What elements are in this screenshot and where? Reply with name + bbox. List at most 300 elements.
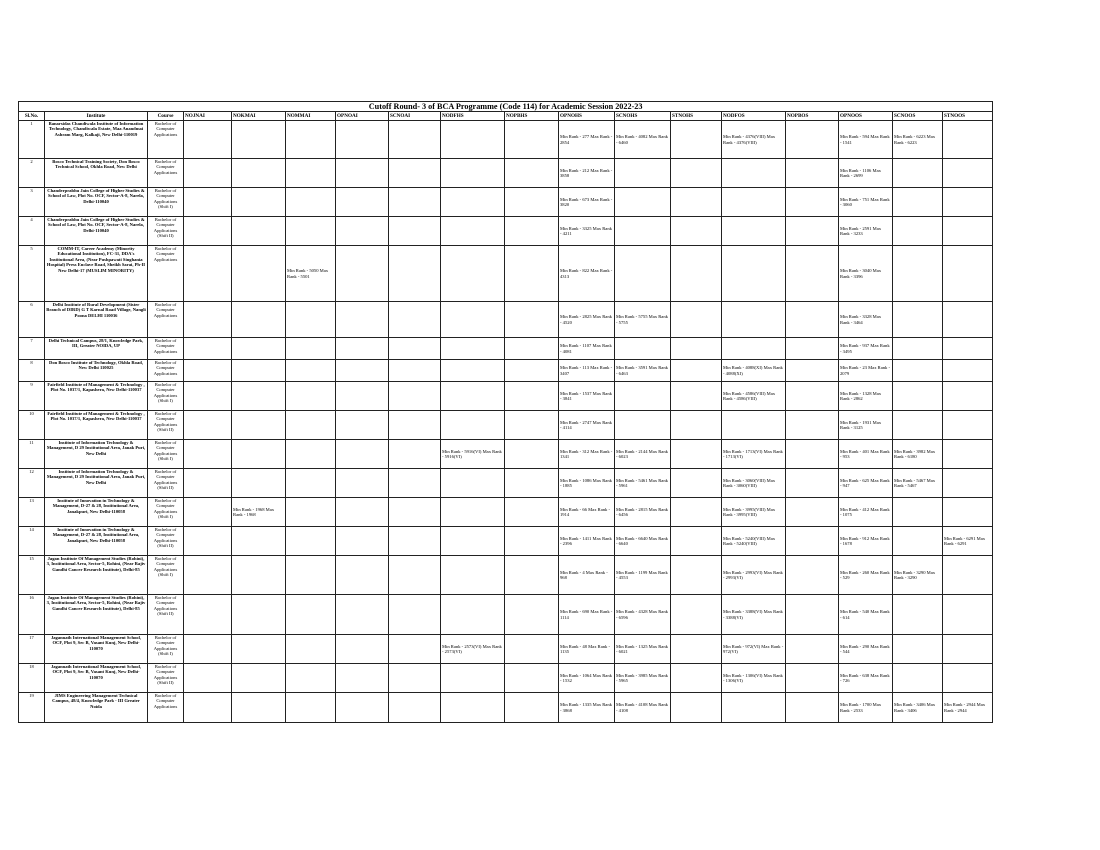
course-cell: Bachelor of Computer Applications (Shift II) [148,595,184,635]
rank-cell-scnohs [615,188,671,217]
course-cell: Bachelor of Computer Applications [148,302,184,338]
serial-number-cell: 13 [19,498,45,527]
serial-number-cell: 1 [19,121,45,159]
course-cell: Bachelor of Computer Applications [148,121,184,159]
rank-cell-opnoai [336,411,389,440]
rank-cell-opnohs: Min Rank - 3325 Max Rank - 4211 [559,217,615,246]
rank-cell-opnoai [336,159,389,188]
column-header-course: Course [148,112,184,121]
table-row [19,498,993,527]
rank-cell-nodfos [722,246,786,302]
rank-cell-nopbos [786,246,839,302]
table-title: Cutoff Round- 3 of BCA Programme (Code 114) for Academic Session 2022-23 [19,102,993,112]
rank-cell-scnoos [893,527,943,556]
rank-cell-nommai [286,635,336,664]
table-row [19,360,993,382]
rank-cell-nommai [286,527,336,556]
rank-cell-nodfos [722,302,786,338]
course-cell: Bachelor of Computer Applications (Shift II) [148,527,184,556]
course-cell: Bachelor of Computer Applications (Shift II) [148,469,184,498]
rank-cell-scnohs [615,159,671,188]
rank-cell-nopbhs [505,159,559,188]
rank-cell-scnohs: Min Rank - 3591 Max Rank - 6463 [615,360,671,382]
rank-cell-opnohs: Min Rank - 1537 Max Rank - 3841 [559,382,615,411]
rank-cell-opnoos: Min Rank - 751 Max Rank - 3060 [839,188,893,217]
rank-cell-nojnai [184,360,232,382]
course-cell: Bachelor of Computer Applications (Shift I) [148,440,184,469]
rank-cell-nokmai [232,411,286,440]
rank-cell-opnoos: Min Rank - 290 Max Rank - 544 [839,635,893,664]
rank-cell-scnohs: Min Rank - 2815 Max Rank - 6456 [615,498,671,527]
rank-cell-stnoos [943,246,993,302]
serial-number-cell: 7 [19,338,45,360]
rank-cell-nommai [286,159,336,188]
rank-cell-nopbhs [505,382,559,411]
rank-cell-nojnai [184,159,232,188]
course-cell: Bachelor of Computer Applications [148,693,184,723]
rank-cell-stnoos [943,664,993,693]
rank-cell-nopbos [786,498,839,527]
rank-cell-opnohs: Min Rank - 4 Max Rank - 968 [559,556,615,595]
rank-cell-scnohs: Min Rank - 5461 Max Rank - 5961 [615,469,671,498]
institute-cell: Bosco Technical Training Society, Don Bosco Technical School, Okhla Road, New Delhi [45,159,148,188]
serial-number-cell: 14 [19,527,45,556]
rank-cell-stnoos [943,595,993,635]
serial-number-cell: 3 [19,188,45,217]
table-row [19,440,993,469]
rank-cell-nojnai [184,382,232,411]
rank-cell-stnoos [943,217,993,246]
rank-cell-stnoos [943,440,993,469]
rank-cell-scnohs: Min Rank - 3985 Max Rank - 5965 [615,664,671,693]
rank-cell-nodfhs [441,693,505,723]
rank-cell-nokmai [232,338,286,360]
rank-cell-stnohs [671,595,722,635]
rank-cell-scnohs [615,217,671,246]
rank-cell-nojnai [184,246,232,302]
course-cell: Bachelor of Computer Applications (Shift II) [148,217,184,246]
rank-cell-nommai [286,382,336,411]
rank-cell-stnoos [943,302,993,338]
institute-cell: Institute of Innovation in Technology & Management, D-27 & 28, Institutional Area, Janakpuri, New Delhi-110058 [45,527,148,556]
cutoff-sheet [18,101,993,723]
rank-cell-nopbos [786,411,839,440]
column-header-sl-no: Sl.No. [19,112,45,121]
rank-cell-scnoai [389,498,441,527]
table-row [19,302,993,338]
rank-cell-opnohs: Min Rank - 277 Max Rank - 2854 [559,121,615,159]
rank-cell-opnoos: Min Rank - 594 Max Rank - 1541 [839,121,893,159]
rank-cell-nokmai [232,595,286,635]
rank-cell-scnoos: Min Rank - 5467 Max Rank - 5467 [893,469,943,498]
rank-cell-opnoai [336,498,389,527]
rank-cell-nokmai [232,556,286,595]
table-row [19,469,993,498]
column-header-nojnai: NOJNAI [184,112,232,121]
rank-cell-scnoai [389,556,441,595]
rank-cell-nojnai [184,556,232,595]
rank-cell-scnoai [389,188,441,217]
rank-cell-nokmai [232,121,286,159]
rank-cell-nopbhs [505,217,559,246]
rank-cell-nopbos [786,556,839,595]
table-row [19,188,993,217]
rank-cell-nokmai [232,246,286,302]
rank-cell-scnohs: Min Rank - 1325 Max Rank - 6021 [615,635,671,664]
rank-cell-scnoai [389,411,441,440]
institute-cell: Institute of Information Technology & Management, D 29 Institutional Area, Janak Puri, New Delhi [45,440,148,469]
rank-cell-nokmai [232,440,286,469]
column-header-opnoos: OPNOOS [839,112,893,121]
rank-cell-opnoos: Min Rank - 3040 Max Rank - 3396 [839,246,893,302]
table-row [19,382,993,411]
rank-cell-nokmai [232,217,286,246]
rank-cell-opnoos: Min Rank - 2591 Max Rank - 3233 [839,217,893,246]
cutoff-table [18,101,993,723]
rank-cell-opnoos: Min Rank - 3328 Max Rank - 3464 [839,302,893,338]
rank-cell-scnohs: Min Rank - 4082 Max Rank - 6460 [615,121,671,159]
rank-cell-nojnai [184,188,232,217]
rank-cell-scnoos: Min Rank - 3982 Max Rank - 6180 [893,440,943,469]
institute-cell: Don Bosco Institute of Technology, Okhla Road, New Delhi 110025 [45,360,148,382]
rank-cell-nojnai [184,469,232,498]
rank-cell-stnoos [943,411,993,440]
rank-cell-opnoai [336,527,389,556]
institute-cell: Chanderprabhu Jain College of Higher Studies & School of Law, Plot No. OCF, Sector-A-8, Narela, Delhi-110040 [45,217,148,246]
course-cell: Bachelor of Computer Applications [148,246,184,302]
rank-cell-scnohs: Min Rank - 4328 Max Rank - 6596 [615,595,671,635]
course-cell: Bachelor of Computer Applications (Shift I) [148,498,184,527]
rank-cell-scnoos [893,159,943,188]
table-row [19,411,993,440]
rank-cell-scnoai [389,246,441,302]
column-header-stnohs: STNOHS [671,112,722,121]
rank-cell-opnoai [336,360,389,382]
rank-cell-nojnai [184,440,232,469]
rank-cell-nommai [286,556,336,595]
column-header-nokmai: NOKMAI [232,112,286,121]
rank-cell-nojnai [184,664,232,693]
table-row [19,664,993,693]
rank-cell-nommai [286,498,336,527]
rank-cell-nopbos [786,217,839,246]
rank-cell-opnoai [336,556,389,595]
rank-cell-scnoai [389,595,441,635]
rank-cell-scnohs: Min Rank - 2144 Max Rank - 6023 [615,440,671,469]
rank-cell-nodfos: Min Rank - 3995(VIII) Max Rank - 3995(VIII) [722,498,786,527]
rank-cell-scnoos [893,595,943,635]
rank-cell-nopbhs [505,360,559,382]
rank-cell-scnoos [893,635,943,664]
institute-cell: Institute of Innovation in Technology & Management, D-27 & 28, Institutional Area, Janakpuri, New Delhi-110058 [45,498,148,527]
serial-number-cell: 11 [19,440,45,469]
rank-cell-scnoai [389,469,441,498]
rank-cell-nopbhs [505,338,559,360]
column-header-scnoos: SCNOOS [893,112,943,121]
rank-cell-nodfhs [441,382,505,411]
rank-cell-opnohs: Min Rank - 2747 Max Rank - 4114 [559,411,615,440]
course-cell: Bachelor of Computer Applications [148,159,184,188]
institute-cell: Fairfield Institute of Management & Technology , Plot No. 1037/1, Kapashera, New Delhi-110037 [45,382,148,411]
rank-cell-nokmai [232,527,286,556]
rank-cell-scnoai [389,217,441,246]
rank-cell-nojnai [184,121,232,159]
rank-cell-nopbhs [505,440,559,469]
rank-cell-stnohs [671,121,722,159]
column-header-stnoos: STNOOS [943,112,993,121]
rank-cell-nodfhs [441,664,505,693]
rank-cell-scnoos [893,338,943,360]
rank-cell-nopbos [786,693,839,723]
rank-cell-nodfhs [441,121,505,159]
rank-cell-opnoos: Min Rank - 638 Max Rank - 726 [839,664,893,693]
rank-cell-opnoos: Min Rank - 1106 Max Rank - 2699 [839,159,893,188]
rank-cell-nokmai [232,635,286,664]
rank-cell-stnohs [671,664,722,693]
table-row [19,121,993,159]
rank-cell-nodfos [722,188,786,217]
rank-cell-stnoos [943,556,993,595]
course-cell: Bachelor of Computer Applications (Shift I) [148,635,184,664]
rank-cell-nodfos [722,217,786,246]
rank-cell-stnohs [671,338,722,360]
rank-cell-stnoos [943,382,993,411]
rank-cell-nodfos [722,338,786,360]
serial-number-cell: 8 [19,360,45,382]
institute-cell: Fairfield Institute of Management & Technology , Plot No. 1037/1, Kapashera, New Delhi-110037 [45,411,148,440]
rank-cell-nodfhs [441,217,505,246]
rank-cell-scnoai [389,302,441,338]
rank-cell-nodfos: Min Rank - 4088(XI) Max Rank - 4088(XI) [722,360,786,382]
serial-number-cell: 19 [19,693,45,723]
rank-cell-nojnai [184,693,232,723]
rank-cell-nommai [286,664,336,693]
institute-cell: JIMS Engineering Management Technical Campus, 48/4, Knowledge Park - III Greater Noida [45,693,148,723]
rank-cell-scnoai [389,360,441,382]
rank-cell-scnoos: Min Rank - 6223 Max Rank - 6223 [893,121,943,159]
rank-cell-scnohs [615,411,671,440]
rank-cell-scnoos [893,382,943,411]
institute-cell: COMM-IT, Career Academy (Minority Educational Institution), FC-31, DDA's Institutional Area, (Near Pushpawati Singhania Hospital) Press Enclave Road, Sheikh Sarai, Ph-II New Delhi-17 (MUSLIM MINORITY) [45,246,148,302]
table-row [19,246,993,302]
column-header-nopbhs: NOPBHS [505,112,559,121]
table-row [19,527,993,556]
serial-number-cell: 15 [19,556,45,595]
rank-cell-nommai [286,440,336,469]
serial-number-cell: 18 [19,664,45,693]
rank-cell-nodfos: Min Rank - 1306(VI) Max Rank - 1306(VI) [722,664,786,693]
serial-number-cell: 12 [19,469,45,498]
rank-cell-nopbos [786,469,839,498]
rank-cell-opnoos: Min Rank - 625 Max Rank - 947 [839,469,893,498]
rank-cell-stnohs [671,411,722,440]
rank-cell-opnohs: Min Rank - 1064 Max Rank - 1532 [559,664,615,693]
rank-cell-scnoos [893,498,943,527]
rank-cell-nopbhs [505,246,559,302]
rank-cell-opnoai [336,188,389,217]
rank-cell-nopbos [786,664,839,693]
rank-cell-opnoai [336,382,389,411]
rank-cell-opnohs: Min Rank - 113 Max Rank - 3407 [559,360,615,382]
rank-cell-nodfhs [441,360,505,382]
rank-cell-nodfhs: Min Rank - 2573(VI) Max Rank - 2573(VI) [441,635,505,664]
rank-cell-nopbos [786,188,839,217]
rank-cell-nommai [286,188,336,217]
course-cell: Bachelor of Computer Applications [148,360,184,382]
rank-cell-nokmai [232,382,286,411]
serial-number-cell: 4 [19,217,45,246]
rank-cell-nojnai [184,635,232,664]
rank-cell-scnoos [893,302,943,338]
rank-cell-nokmai [232,159,286,188]
rank-cell-nommai: Min Rank - 5050 Max Rank - 5501 [286,246,336,302]
rank-cell-scnohs [615,338,671,360]
serial-number-cell: 9 [19,382,45,411]
rank-cell-nopbos [786,360,839,382]
rank-cell-nopbos [786,159,839,188]
rank-cell-stnohs [671,188,722,217]
rank-cell-nodfhs [441,188,505,217]
rank-cell-nodfhs [441,556,505,595]
rank-cell-nojnai [184,302,232,338]
rank-cell-nodfhs [441,246,505,302]
rank-cell-opnoos: Min Rank - 912 Max Rank - 1678 [839,527,893,556]
rank-cell-scnohs: Min Rank - 5755 Max Rank - 5755 [615,302,671,338]
rank-cell-opnoos: Min Rank - 1931 Max Rank - 3125 [839,411,893,440]
rank-cell-scnohs [615,382,671,411]
rank-cell-nokmai [232,469,286,498]
rank-cell-scnoai [389,338,441,360]
course-cell: Bachelor of Computer Applications (Shift II) [148,411,184,440]
rank-cell-nodfos [722,693,786,723]
rank-cell-scnoos [893,217,943,246]
rank-cell-nokmai [232,188,286,217]
rank-cell-nommai [286,360,336,382]
rank-cell-opnoos: Min Rank - 401 Max Rank - 953 [839,440,893,469]
rank-cell-opnoai [336,217,389,246]
rank-cell-nodfhs [441,595,505,635]
serial-number-cell: 6 [19,302,45,338]
rank-cell-opnoai [336,302,389,338]
rank-cell-nokmai: Min Rank - 1968 Max Rank - 1968 [232,498,286,527]
rank-cell-scnoai [389,382,441,411]
rank-cell-nopbos [786,302,839,338]
rank-cell-opnoai [336,121,389,159]
rank-cell-nopbhs [505,302,559,338]
rank-cell-opnoos: Min Rank - 23 Max Rank - 2079 [839,360,893,382]
rank-cell-stnohs [671,527,722,556]
rank-cell-nopbhs [505,121,559,159]
table-row [19,635,993,664]
rank-cell-nojnai [184,217,232,246]
serial-number-cell: 17 [19,635,45,664]
rank-cell-stnoos [943,635,993,664]
rank-cell-stnoos [943,469,993,498]
rank-cell-stnohs [671,159,722,188]
table-row [19,217,993,246]
rank-cell-stnohs [671,302,722,338]
column-header-scnoai: SCNOAI [389,112,441,121]
rank-cell-nojnai [184,498,232,527]
rank-cell-opnoai [336,246,389,302]
rank-cell-stnohs [671,246,722,302]
rank-cell-nodfhs [441,469,505,498]
column-header-opnoai: OPNOAI [336,112,389,121]
institute-cell: Banarsidas Chandiwala Institute of Information Technology, Chandiwala Estate, Maa Anandmai Ashram Marg, Kalkaji, New Delhi-110019 [45,121,148,159]
rank-cell-opnohs: Min Rank - 690 Max Rank - 1114 [559,595,615,635]
rank-cell-nommai [286,595,336,635]
institute-cell: Institute of Information Technology & Management, D 29 Institutional Area, Janak Puri, New Delhi [45,469,148,498]
rank-cell-opnoai [336,469,389,498]
rank-cell-nojnai [184,338,232,360]
rank-cell-nommai [286,302,336,338]
rank-cell-nopbhs [505,527,559,556]
serial-number-cell: 16 [19,595,45,635]
rank-cell-stnoos: Min Rank - 2944 Max Rank - 2944 [943,693,993,723]
rank-cell-nojnai [184,595,232,635]
rank-cell-nodfos: Min Rank - 5240(VIII) Max Rank - 5240(VIII) [722,527,786,556]
table-row [19,338,993,360]
rank-cell-nommai [286,338,336,360]
rank-cell-opnoai [336,440,389,469]
rank-cell-scnoai [389,159,441,188]
rank-cell-nopbhs [505,664,559,693]
column-header-institute: Institute [45,112,148,121]
rank-cell-nojnai [184,527,232,556]
table-row [19,159,993,188]
rank-cell-stnohs [671,382,722,411]
rank-cell-opnoos: Min Rank - 937 Max Rank - 3495 [839,338,893,360]
rank-cell-opnohs: Min Rank - 1411 Max Rank - 2396 [559,527,615,556]
rank-cell-nommai [286,121,336,159]
rank-cell-nodfos: Min Rank - 972(VI) Max Rank - 972(VI) [722,635,786,664]
rank-cell-nopbhs [505,469,559,498]
serial-number-cell: 2 [19,159,45,188]
rank-cell-nodfhs [441,159,505,188]
rank-cell-opnoos: Min Rank - 412 Max Rank - 1075 [839,498,893,527]
rank-cell-scnoos: Min Rank - 3406 Max Rank - 3406 [893,693,943,723]
rank-cell-stnohs [671,693,722,723]
rank-cell-nokmai [232,693,286,723]
column-header-nopbos: NOPBOS [786,112,839,121]
rank-cell-opnoai [336,664,389,693]
rank-cell-nopbhs [505,595,559,635]
rank-cell-scnoos: Min Rank - 3290 Max Rank - 3290 [893,556,943,595]
rank-cell-opnohs: Min Rank - 1335 Max Rank - 3868 [559,693,615,723]
rank-cell-opnohs: Min Rank - 312 Max Rank - 1341 [559,440,615,469]
rank-cell-nopbhs [505,411,559,440]
institute-cell: Jagannath International Management School, OCF, Plot 9, Sec B, Vasant Kunj, New Delhi-110070 [45,635,148,664]
rank-cell-opnohs: Min Rank - 1086 Max Rank - 1885 [559,469,615,498]
rank-cell-scnoai [389,527,441,556]
rank-cell-opnoai [336,595,389,635]
rank-cell-scnoos [893,411,943,440]
rank-cell-nopbos [786,527,839,556]
rank-cell-stnoos [943,159,993,188]
rank-cell-scnohs: Min Rank - 1199 Max Rank - 4553 [615,556,671,595]
rank-cell-scnohs [615,246,671,302]
serial-number-cell: 5 [19,246,45,302]
rank-cell-opnoai [336,693,389,723]
rank-cell-stnohs [671,360,722,382]
rank-cell-nodfhs: Min Rank - 5916(VI) Max Rank - 5916(VI) [441,440,505,469]
rank-cell-nodfos: Min Rank - 1713(VI) Max Rank - 1713(VI) [722,440,786,469]
table-row [19,693,993,723]
rank-cell-stnohs [671,498,722,527]
rank-cell-stnoos [943,121,993,159]
course-cell: Bachelor of Computer Applications [148,338,184,360]
rank-cell-nommai [286,693,336,723]
